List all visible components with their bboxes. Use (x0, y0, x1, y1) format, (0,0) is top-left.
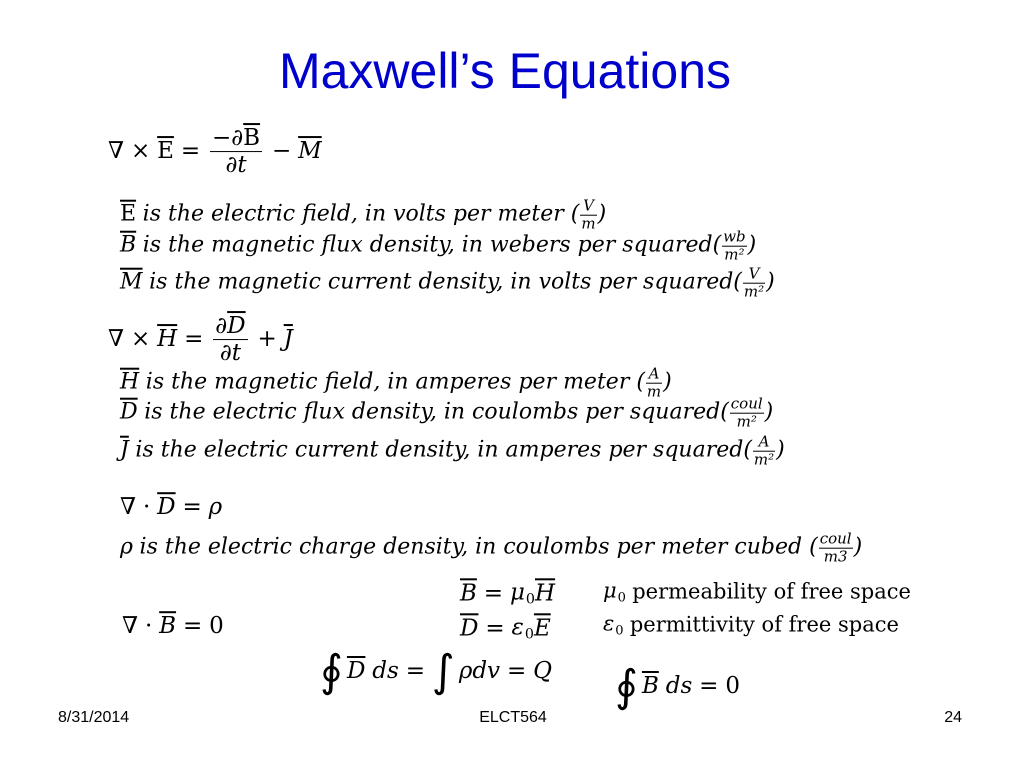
equals-sign: = (405, 658, 425, 685)
dot-product-sign: · (144, 613, 153, 640)
definition-symbol: $\overline{H}$ (120, 369, 140, 395)
fraction-numerator (213, 313, 247, 339)
fraction-numerator (210, 125, 262, 151)
equals-sign: = (699, 673, 719, 700)
unit-denominator: m² (730, 413, 764, 431)
ampere-law-equation (108, 313, 293, 367)
footer-page-number: 24 (944, 709, 962, 726)
unit-denominator: m² (753, 450, 775, 469)
electric-current-density-definition (120, 434, 785, 469)
nabla-operator: ∇ (108, 138, 125, 165)
definition-symbol: $\overline{J}$ (120, 437, 129, 463)
definition-text: is the electric flux density, in coulombs per squared( (144, 399, 729, 425)
cross-product-sign: × (130, 326, 151, 353)
footer-date: 8/31/2014 (58, 709, 130, 726)
plus-sign: + (257, 326, 277, 353)
fraction-denominator: ∂t (210, 152, 262, 179)
constant-symbol (603, 578, 626, 606)
magnetic-flux-integral-equation (615, 661, 740, 712)
constant-symbol (603, 611, 624, 639)
fraction-denominator: ∂t (213, 340, 247, 367)
unit-numerator: wb (723, 227, 746, 246)
magnetic-flux-density-definition (120, 229, 756, 264)
closing-parenthesis: ) (747, 232, 757, 258)
relation-lhs: $\overline{B}$ (460, 580, 477, 607)
unit-numerator: V (748, 264, 760, 283)
unit-numerator: V (583, 196, 594, 215)
minus-sign: − (271, 138, 292, 165)
definition-text: is the electric field, in volts per meter ( (142, 201, 580, 227)
magnetic-flux-density-vector: $\overline{B}$ (159, 613, 177, 640)
relation-rhs: $\overline{H}$ (535, 580, 556, 607)
definition-text: is the magnetic flux density, in webers per squared( (142, 232, 722, 258)
magnetic-current-density-vector: $\overline{M}$ (298, 138, 322, 165)
integrand: ρdv (458, 658, 501, 685)
definition-symbol: $\overline{M}$ (120, 269, 143, 295)
constant-subscript: 0 (617, 590, 626, 606)
unit-numerator: coul (819, 529, 852, 548)
dot-product-sign: · (142, 494, 151, 521)
constant-subscript: 0 (615, 623, 624, 639)
magnetic-flux-density-vector: $\overline{B}$ (641, 673, 659, 700)
closing-parenthesis: ) (764, 399, 774, 425)
constitutive-relation-electric (460, 614, 551, 643)
equals-sign: = (506, 658, 527, 685)
volume-integral-sign: ∫ (431, 646, 455, 697)
contour-integral-sign: ∮ (615, 661, 638, 712)
definition-text: is the electric current density, in amperes per squared( (135, 437, 752, 463)
equals-sign: = (483, 580, 504, 607)
constant-symbol: ε (511, 614, 524, 641)
unit-denominator: m² (722, 246, 746, 264)
electric-field-definition (120, 198, 606, 233)
constitutive-relation-magnetic (460, 579, 555, 608)
definition-symbol: ρ (120, 534, 133, 560)
unit-fraction (722, 229, 746, 264)
electric-current-density-vector: $\overline{J}$ (283, 326, 293, 353)
total-charge: Q (533, 658, 552, 685)
permeability-constant (510, 579, 535, 608)
contour-integral-sign: ∮ (320, 646, 343, 697)
unit-fraction (753, 434, 775, 469)
electric-flux-density-vector: $\overline{D}$ (227, 313, 246, 340)
equals-sign: = (184, 326, 204, 353)
equals-sign: = (182, 613, 203, 640)
unit-fraction (730, 396, 764, 431)
relation-rhs: $\overline{E}$ (533, 615, 551, 642)
constant-symbol: μ (509, 579, 525, 606)
unit-fraction (743, 266, 765, 301)
unit-denominator: m (646, 382, 662, 401)
constant-subscript: 0 (525, 591, 535, 608)
unit-fraction (580, 198, 596, 233)
definition-text: is the magnetic field, in amperes per meter ( (145, 369, 645, 395)
footer-course-code: ELCT564 (479, 709, 547, 726)
nabla-operator: ∇ (122, 613, 139, 640)
closing-parenthesis: ) (776, 437, 785, 463)
constant-description: permeability of free space (632, 579, 911, 604)
magnetic-field-vector: $\overline{H}$ (157, 326, 178, 353)
unit-numerator: coul (730, 394, 763, 413)
closing-parenthesis: ) (597, 201, 607, 227)
zero-value: 0 (725, 673, 740, 700)
equals-sign: = (485, 615, 505, 642)
definition-symbol: $\overline{D}$ (120, 399, 138, 425)
electric-flux-density-definition (120, 396, 773, 431)
surface-differential: ds (372, 658, 399, 685)
electric-field-vector: $\overline{E}$ (157, 138, 174, 165)
unit-numerator: A (648, 364, 660, 383)
unit-denominator: m² (743, 282, 765, 301)
permeability-legend (603, 578, 911, 606)
negative-partial-derivative: −∂ (211, 125, 244, 152)
unit-denominator: m (581, 214, 596, 233)
closing-parenthesis: ) (663, 369, 672, 395)
nabla-operator: ∇ (108, 326, 125, 353)
gauss-integral-equation (320, 646, 552, 697)
electric-flux-density-vector: $\overline{D}$ (157, 494, 176, 521)
gauss-law-magnetic-equation (122, 613, 224, 641)
electric-flux-density-vector: $\overline{D}$ (346, 658, 366, 685)
relation-lhs: $\overline{D}$ (460, 615, 479, 642)
constant-description: permittivity of free space (629, 612, 899, 637)
partial-derivative: ∂ (215, 313, 228, 340)
permittivity-constant (512, 614, 534, 643)
gauss-law-electric-equation (120, 494, 222, 522)
magnetic-flux-density-vector: $\overline{B}$ (243, 125, 261, 152)
time-derivative-fraction (213, 313, 247, 367)
unit-denominator: m3 (819, 548, 853, 566)
definition-text: is the electric charge density, in coulombs per meter cubed ( (139, 534, 818, 560)
mu-symbol: μ (603, 578, 617, 603)
closing-parenthesis: ) (766, 269, 775, 295)
epsilon-symbol: ε (603, 611, 615, 636)
zero-value: 0 (209, 613, 224, 640)
unit-fraction (819, 531, 853, 566)
constant-subscript: 0 (524, 626, 534, 643)
nabla-operator: ∇ (120, 494, 137, 521)
faraday-law-equation (108, 125, 322, 179)
permittivity-legend (603, 611, 899, 639)
time-derivative-fraction (210, 125, 262, 179)
charge-density-symbol: ρ (208, 494, 223, 521)
definition-symbol: $\overline{E}$ (120, 201, 137, 227)
definition-text: is the magnetic current density, in volts per squared( (149, 269, 742, 295)
cross-product-sign: × (130, 138, 151, 165)
closing-parenthesis: ) (853, 534, 863, 560)
charge-density-definition (120, 531, 862, 566)
equals-sign: = (182, 494, 202, 521)
equals-sign: = (180, 138, 201, 165)
slide-title: Maxwell’s Equations (278, 43, 732, 99)
definition-symbol: $\overline{B}$ (120, 232, 137, 258)
surface-differential: ds (665, 673, 693, 700)
unit-numerator: A (758, 432, 770, 451)
magnetic-current-density-definition (120, 266, 775, 301)
